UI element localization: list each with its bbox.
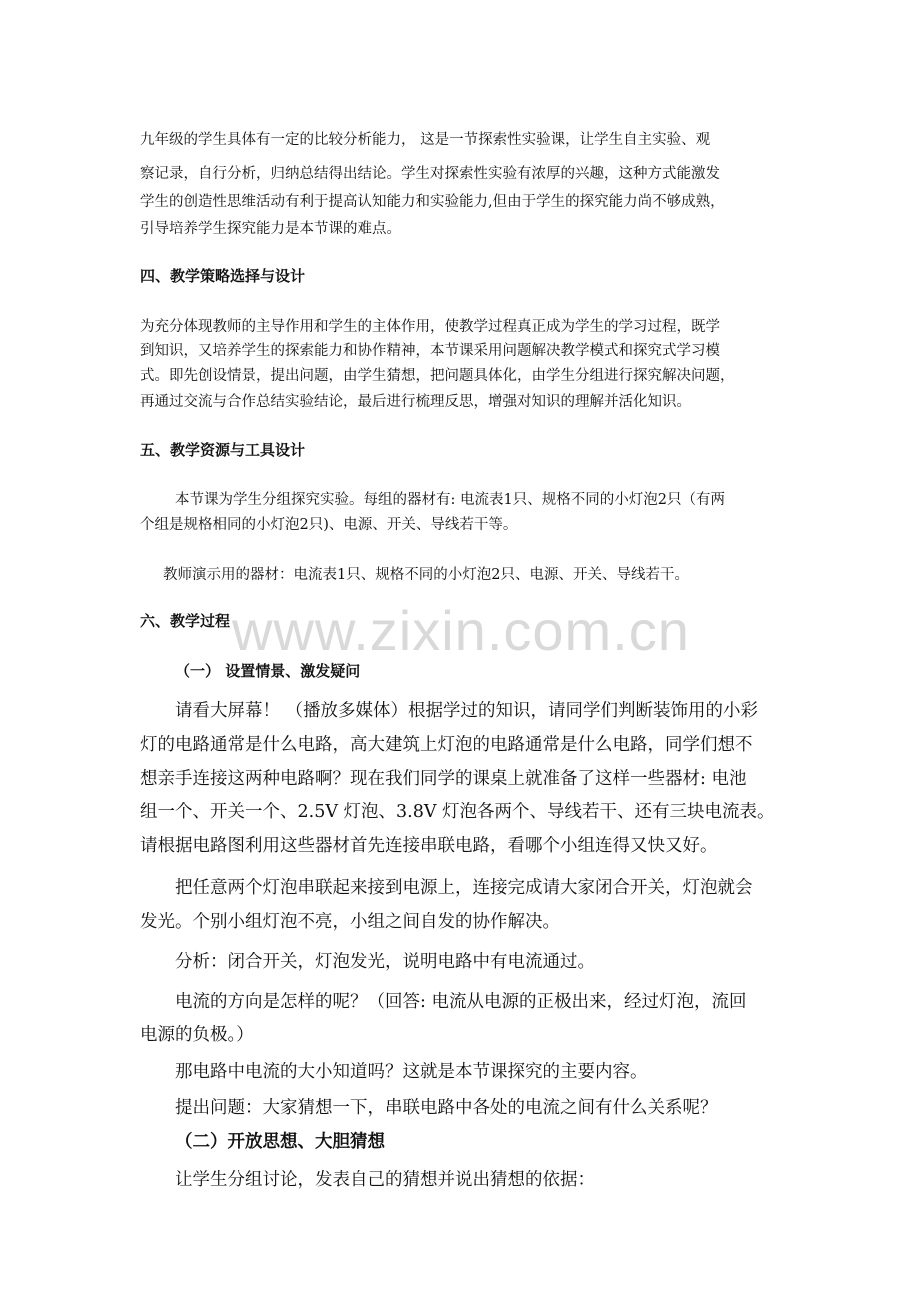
paragraph-line: 那电路中电流的大小知道吗？这就是本节课探究的主要内容。 [175,1062,648,1082]
paragraph-line: 式。即先创设情景，提出问题，由学生猜想，把问题具体化，由学生分组进行探究解决问题， [140,368,735,384]
paragraph-line: 引导培养学生探究能力是本节课的难点。 [140,221,401,237]
section-heading: 五、教学资源与工具设计 [140,441,306,459]
paragraph-line: 请根据电路图利用这些器材首先连接串联电路，看哪个小组连得又快又好。 [140,836,718,856]
paragraph-line: 到知识，又培养学生的探索能力和协作精神，本节课采用问题解决教学模式和探究式学习模 [140,343,720,359]
paragraph-line: 想亲手连接这两种电路啊？现在我们同学的课桌上就准备了这样一些器材: 电池 [140,769,747,789]
paragraph-line: 组一个、开关一个、2.5V 灯泡、3.8V 灯泡各两个、导线若干、还有三块电流表。 [140,802,775,822]
paragraph-line: 灯的电路通常是什么电路，高大建筑上灯泡的电路通常是什么电路，同学们想不 [140,735,753,755]
paragraph-line: 教师演示用的器材：电流表1只、规格不同的小灯泡2只、电源、开关、导线若干。 [163,567,689,583]
paragraph-line: 把任意两个灯泡串联起来接到电源上，连接完成请大家闭合开关，灯泡就会 [175,878,753,898]
paragraph-line: 电流的方向是怎样的呢？（回答: 电流从电源的正极出来，经过灯泡，流回 [175,992,747,1012]
section-heading: 六、教学过程 [140,612,231,630]
paragraph-line: 个组是规格相同的小灯泡2只)、电源、开关、导线若干等。 [140,517,518,533]
watermark: www.zixin.com.cn [232,599,690,662]
paragraph-line: 再通过交流与合作总结实验结论，最后进行梳理反思，增强对知识的理解并活化知识。 [140,394,691,410]
subsection-heading: （二）开放思想、大胆猜想 [175,1132,385,1152]
paragraph-line: 分析：闭合开关，灯泡发光，说明电路中有电流通过。 [175,952,595,972]
paragraph-line: 提出问题：大家猜想一下，串联电路中各处的电流之间有什么关系呢？ [175,1098,718,1118]
paragraph-line: 九年级的学生具体有一定的比较分析能力， 这是一节探索性实验课，让学生自主实验、观 [140,132,711,148]
subsection-heading: （一） 设置情景、激发疑问 [175,662,361,680]
paragraph-line: 学生的创造性思维活动有利于提高认知能力和实验能力,但由于学生的探究能力尚不够成熟， [140,194,725,210]
paragraph-line: 电源的负极。） [140,1025,254,1045]
paragraph-line: 请看大屏幕！ （播放多媒体）根据学过的知识，请同学们判断装饰用的小彩 [175,701,759,721]
paragraph-line: 让学生分组讨论，发表自己的猜想并说出猜想的依据： [175,1170,595,1190]
paragraph-line: 发光。个别小组灯泡不亮，小组之间自发的协作解决。 [140,912,560,932]
paragraph-line: 为充分体现教师的主导作用和学生的主体作用，使教学过程真正成为学生的学习过程，既学 [140,319,720,335]
paragraph-line: 本节课为学生分组探究实验。每组的器材有: 电流表1只、规格不同的小灯泡2只（有两 [175,492,725,508]
section-heading: 四、教学策略选择与设计 [140,267,306,285]
paragraph-line: 察记录，自行分析，归纳总结得出结论。学生对探索性实验有浓厚的兴趣，这种方式能激发 [140,166,720,182]
